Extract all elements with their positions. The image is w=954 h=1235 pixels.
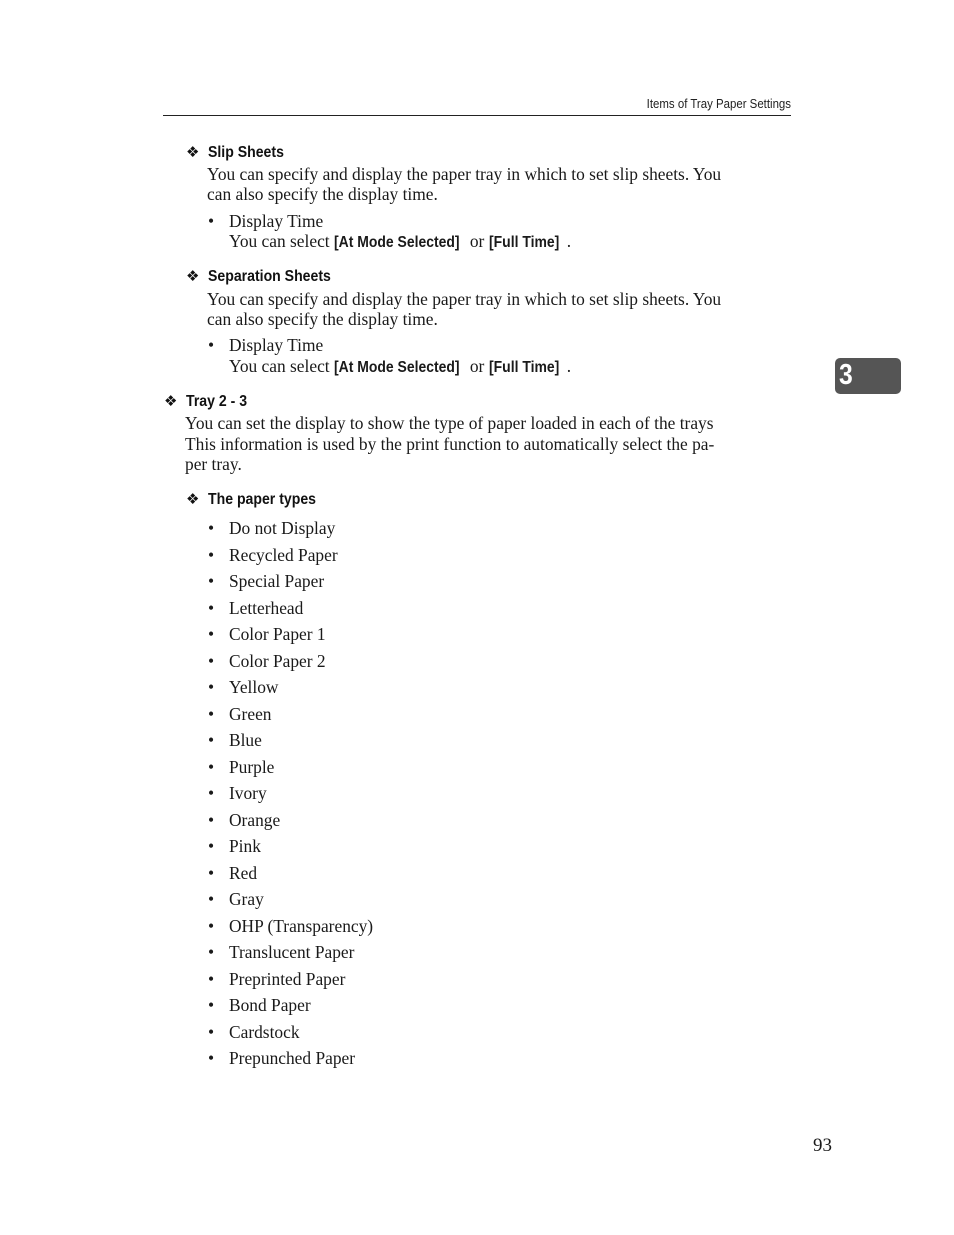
- list-item-label: Purple: [229, 756, 275, 777]
- tray-2-3-heading: ❖ Tray 2 - 3: [164, 393, 248, 410]
- bullet-icon: •: [208, 809, 215, 830]
- bullet-icon: •: [208, 889, 215, 909]
- tray-2-3-body-line3: per tray.: [185, 454, 242, 474]
- diamond-cluster-icon: ❖: [186, 491, 200, 508]
- bullet-icon: •: [208, 1048, 215, 1068]
- slip-sheets-heading: ❖ Slip Sheets: [186, 144, 284, 161]
- list-item-label: Translucent Paper: [229, 942, 355, 962]
- tray-2-3-body-line2: This information is used by the print function to automatically select the pa-: [185, 434, 715, 454]
- list-item-label: Yellow: [229, 677, 279, 697]
- bullet-icon: •: [208, 677, 215, 697]
- bullet-icon: •: [208, 730, 215, 750]
- bullet-icon: •: [208, 968, 215, 989]
- bullet-icon: •: [208, 544, 215, 565]
- list-item-label: OHP (Transparency): [229, 915, 374, 936]
- chapter-number: 3: [839, 359, 853, 391]
- diamond-cluster-icon: ❖: [164, 393, 178, 410]
- diamond-cluster-icon: ❖: [186, 268, 200, 285]
- list-item-label: Letterhead: [229, 597, 304, 618]
- header-rule: [163, 115, 791, 116]
- bullet-icon: •: [208, 211, 215, 231]
- list-item-label: Cardstock: [229, 1021, 300, 1042]
- full-time-key: [Full Time]: [488, 234, 559, 251]
- list-item-label: Do not Display: [229, 518, 336, 538]
- separation-sheets-body-line1: You can specify and display the paper tray in which to set slip sheets. You: [207, 289, 722, 309]
- slip-sheets-display-time-desc: You can select [At Mode Selected] or [Full Time] .: [229, 231, 571, 254]
- bullet-icon: •: [208, 597, 215, 618]
- full-time-key: [Full Time]: [488, 359, 559, 376]
- list-item-label: Gray: [229, 889, 264, 909]
- chapter-tab: [835, 358, 901, 394]
- bullet-icon: •: [208, 783, 215, 803]
- list-item-label: Recycled Paper: [229, 544, 338, 565]
- list-item-label: Color Paper 2: [229, 650, 326, 671]
- bullet-icon: •: [208, 703, 215, 724]
- bullet-icon: •: [208, 1021, 215, 1042]
- list-item-label: Ivory: [229, 783, 267, 803]
- list-item-label: Green: [229, 703, 272, 724]
- bullet-icon: •: [208, 624, 215, 644]
- separation-sheets-display-time-desc: You can select [At Mode Selected] or [Full Time] .: [229, 356, 571, 379]
- bullet-icon: •: [208, 942, 215, 962]
- list-item-label: Blue: [229, 730, 262, 750]
- bullet-icon: •: [208, 995, 215, 1015]
- bullet-icon: •: [208, 571, 215, 591]
- list-item-label: Preprinted Paper: [229, 968, 346, 989]
- bullet-icon: •: [208, 756, 215, 777]
- at-mode-selected-key: [At Mode Selected]: [333, 359, 460, 376]
- bullet-icon: •: [208, 518, 215, 538]
- list-item-label: Prepunched Paper: [229, 1048, 356, 1068]
- list-item-label: Orange: [229, 809, 281, 830]
- bullet-icon: •: [208, 650, 215, 671]
- running-head: Items of Tray Paper Settings: [646, 96, 791, 111]
- list-item-label: Bond Paper: [229, 995, 311, 1015]
- bullet-icon: •: [208, 862, 215, 883]
- separation-sheets-body-line2: can also specify the display time.: [207, 309, 438, 329]
- bullet-icon: •: [208, 836, 215, 856]
- diamond-cluster-icon: ❖: [186, 144, 200, 161]
- tray-2-3-body-line1: You can set the display to show the type of paper loaded in each of the trays: [185, 413, 714, 433]
- page-number: 93: [813, 1135, 832, 1156]
- bullet-icon: •: [208, 915, 215, 936]
- list-item-label: Special Paper: [229, 571, 325, 591]
- list-item-label: Red: [229, 862, 258, 883]
- list-item-label: Pink: [229, 836, 261, 856]
- at-mode-selected-key: [At Mode Selected]: [333, 234, 460, 251]
- separation-sheets-heading: ❖ Separation Sheets: [186, 268, 331, 285]
- slip-sheets-body-line1: You can specify and display the paper tray in which to set slip sheets. You: [207, 164, 722, 184]
- list-item-label: Color Paper 1: [229, 624, 326, 644]
- slip-sheets-body-line2: can also specify the display time.: [207, 184, 438, 204]
- bullet-icon: •: [208, 335, 215, 355]
- paper-types-heading: ❖ The paper types: [186, 491, 316, 508]
